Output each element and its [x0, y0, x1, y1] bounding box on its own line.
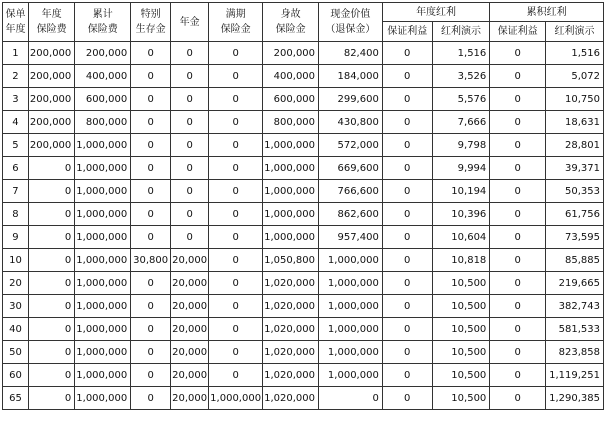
cell-annual-premium: 0	[28, 387, 74, 410]
cell-cumulative-guaranteed: 0	[490, 157, 546, 180]
header-annual-guaranteed: 保证利益	[382, 22, 432, 42]
cell-cumulative-guaranteed: 0	[490, 295, 546, 318]
cell-maturity-benefit: 0	[209, 134, 263, 157]
cell-cumulative-premium: 1,000,000	[75, 387, 131, 410]
cell-annual-premium: 200,000	[28, 42, 74, 65]
header-cumulative-dividend-demo: 红利演示	[545, 22, 603, 42]
cell-cumulative-premium: 1,000,000	[75, 203, 131, 226]
cell-annuity: 20,000	[171, 295, 209, 318]
cell-cumulative-premium: 1,000,000	[75, 157, 131, 180]
header-text: 保险金	[275, 24, 306, 35]
table-row	[3, 111, 604, 134]
cell-cumulative-guaranteed: 0	[490, 249, 546, 272]
cell-cumulative-dividend-demo: 382,743	[545, 295, 603, 318]
cell-annual-premium: 0	[28, 272, 74, 295]
cell-cash-value: 0	[319, 387, 383, 410]
cell-special-survival-benefit: 0	[131, 88, 171, 111]
cell-annual-guaranteed: 0	[382, 364, 432, 387]
policy-table-container	[2, 2, 604, 410]
cell-annual-guaranteed: 0	[382, 157, 432, 180]
cell-annual-dividend-demo: 10,604	[432, 226, 490, 249]
cell-cumulative-premium: 1,000,000	[75, 341, 131, 364]
cell-policy-year: 5	[3, 134, 29, 157]
cell-annual-dividend-demo: 10,818	[432, 249, 490, 272]
header-maturity-benefit	[209, 3, 263, 42]
cell-cash-value: 82,400	[319, 42, 383, 65]
cell-annuity: 0	[171, 180, 209, 203]
cell-cumulative-dividend-demo: 73,595	[545, 226, 603, 249]
cell-policy-year: 9	[3, 226, 29, 249]
cell-annual-guaranteed: 0	[382, 295, 432, 318]
cell-cumulative-dividend-demo: 39,371	[545, 157, 603, 180]
table-row	[3, 387, 604, 410]
cell-maturity-benefit: 0	[209, 226, 263, 249]
cell-policy-year: 2	[3, 65, 29, 88]
cell-policy-year: 8	[3, 203, 29, 226]
cell-annual-guaranteed: 0	[382, 180, 432, 203]
table-row	[3, 272, 604, 295]
header-text: 身故	[280, 9, 301, 20]
cell-cumulative-dividend-demo: 85,885	[545, 249, 603, 272]
header-text: 累计	[92, 9, 113, 20]
cell-annuity: 20,000	[171, 341, 209, 364]
table-row	[3, 249, 604, 272]
cell-cumulative-guaranteed: 0	[490, 226, 546, 249]
cell-special-survival-benefit: 0	[131, 341, 171, 364]
cell-death-benefit: 1,020,000	[263, 364, 319, 387]
cell-cumulative-guaranteed: 0	[490, 318, 546, 341]
cell-cumulative-dividend-demo: 1,290,385	[545, 387, 603, 410]
cell-cumulative-premium: 1,000,000	[75, 364, 131, 387]
cell-death-benefit: 400,000	[263, 65, 319, 88]
table-row	[3, 203, 604, 226]
cell-death-benefit: 1,050,800	[263, 249, 319, 272]
cell-cash-value: 1,000,000	[319, 249, 383, 272]
cell-annual-dividend-demo: 9,798	[432, 134, 490, 157]
cell-death-benefit: 1,020,000	[263, 318, 319, 341]
cell-annual-dividend-demo: 1,516	[432, 42, 490, 65]
cell-annual-guaranteed: 0	[382, 318, 432, 341]
header-annual-dividend: 年度红利	[382, 3, 489, 22]
cell-annual-premium: 200,000	[28, 111, 74, 134]
cell-annual-premium: 200,000	[28, 134, 74, 157]
cell-death-benefit: 1,020,000	[263, 387, 319, 410]
cell-cash-value: 299,600	[319, 88, 383, 111]
cell-annuity: 20,000	[171, 249, 209, 272]
cell-death-benefit: 800,000	[263, 111, 319, 134]
cell-maturity-benefit: 0	[209, 318, 263, 341]
cell-cash-value: 1,000,000	[319, 295, 383, 318]
cell-cash-value: 766,600	[319, 180, 383, 203]
cell-special-survival-benefit: 0	[131, 111, 171, 134]
cell-annual-guaranteed: 0	[382, 42, 432, 65]
cell-cumulative-dividend-demo: 61,756	[545, 203, 603, 226]
cell-annual-premium: 0	[28, 341, 74, 364]
header-text: 生存金	[135, 24, 166, 35]
header-text: 保险费	[87, 24, 118, 35]
cell-maturity-benefit: 0	[209, 42, 263, 65]
cell-annual-dividend-demo: 9,994	[432, 157, 490, 180]
cell-annual-dividend-demo: 7,666	[432, 111, 490, 134]
cell-annual-premium: 0	[28, 318, 74, 341]
cell-special-survival-benefit: 0	[131, 226, 171, 249]
cell-policy-year: 30	[3, 295, 29, 318]
cell-special-survival-benefit: 0	[131, 203, 171, 226]
cell-cumulative-premium: 1,000,000	[75, 249, 131, 272]
cell-annual-guaranteed: 0	[382, 65, 432, 88]
cell-annual-guaranteed: 0	[382, 134, 432, 157]
header-text: 满期	[225, 9, 246, 20]
cell-special-survival-benefit: 30,800	[131, 249, 171, 272]
cell-maturity-benefit: 0	[209, 111, 263, 134]
cell-annual-premium: 200,000	[28, 88, 74, 111]
cell-maturity-benefit: 0	[209, 249, 263, 272]
cell-cash-value: 430,800	[319, 111, 383, 134]
cell-cash-value: 957,400	[319, 226, 383, 249]
cell-cumulative-guaranteed: 0	[490, 341, 546, 364]
cell-cumulative-dividend-demo: 18,631	[545, 111, 603, 134]
cell-annual-dividend-demo: 10,500	[432, 387, 490, 410]
cell-special-survival-benefit: 0	[131, 272, 171, 295]
table-row	[3, 65, 604, 88]
table-row	[3, 157, 604, 180]
cell-death-benefit: 1,000,000	[263, 157, 319, 180]
cell-cash-value: 572,000	[319, 134, 383, 157]
cell-annual-dividend-demo: 10,500	[432, 318, 490, 341]
cell-cash-value: 669,600	[319, 157, 383, 180]
cell-cumulative-guaranteed: 0	[490, 65, 546, 88]
cell-annual-dividend-demo: 5,576	[432, 88, 490, 111]
cell-cumulative-premium: 600,000	[75, 88, 131, 111]
cell-death-benefit: 1,000,000	[263, 134, 319, 157]
header-annual-dividend-demo: 红利演示	[432, 22, 490, 42]
cell-maturity-benefit: 0	[209, 364, 263, 387]
table-row	[3, 42, 604, 65]
cell-cumulative-guaranteed: 0	[490, 387, 546, 410]
cell-policy-year: 1	[3, 42, 29, 65]
cell-cumulative-guaranteed: 0	[490, 180, 546, 203]
cell-maturity-benefit: 0	[209, 203, 263, 226]
cell-annual-premium: 200,000	[28, 65, 74, 88]
cell-cumulative-guaranteed: 0	[490, 272, 546, 295]
cell-maturity-benefit: 0	[209, 157, 263, 180]
cell-policy-year: 4	[3, 111, 29, 134]
cell-cumulative-dividend-demo: 50,353	[545, 180, 603, 203]
header-annual-premium	[28, 3, 74, 42]
cell-cumulative-dividend-demo: 1,119,251	[545, 364, 603, 387]
cell-maturity-benefit: 0	[209, 272, 263, 295]
cell-cumulative-guaranteed: 0	[490, 42, 546, 65]
cell-annual-dividend-demo: 10,500	[432, 295, 490, 318]
cell-special-survival-benefit: 0	[131, 364, 171, 387]
cell-cumulative-premium: 1,000,000	[75, 226, 131, 249]
cell-cumulative-dividend-demo: 28,801	[545, 134, 603, 157]
cell-cumulative-premium: 800,000	[75, 111, 131, 134]
cell-cumulative-premium: 1,000,000	[75, 180, 131, 203]
cell-annuity: 0	[171, 42, 209, 65]
header-text: 年金	[179, 16, 200, 28]
cell-annuity: 20,000	[171, 272, 209, 295]
cell-cash-value: 1,000,000	[319, 318, 383, 341]
cell-cash-value: 1,000,000	[319, 364, 383, 387]
cell-policy-year: 3	[3, 88, 29, 111]
header-text: 特别	[140, 9, 161, 20]
cell-special-survival-benefit: 0	[131, 180, 171, 203]
cell-cash-value: 1,000,000	[319, 272, 383, 295]
cell-annuity: 0	[171, 65, 209, 88]
cell-cumulative-dividend-demo: 1,516	[545, 42, 603, 65]
cell-death-benefit: 200,000	[263, 42, 319, 65]
cell-cash-value: 1,000,000	[319, 341, 383, 364]
cell-cumulative-guaranteed: 0	[490, 203, 546, 226]
cell-special-survival-benefit: 0	[131, 42, 171, 65]
header-text: 保险金	[220, 24, 251, 35]
cell-death-benefit: 1,020,000	[263, 272, 319, 295]
header-text: 保单	[5, 9, 26, 20]
table-row	[3, 88, 604, 111]
header-text: 年度	[41, 9, 62, 20]
cell-maturity-benefit: 0	[209, 341, 263, 364]
header-cumulative-premium	[75, 3, 131, 42]
cell-policy-year: 60	[3, 364, 29, 387]
cell-cumulative-dividend-demo: 823,858	[545, 341, 603, 364]
cell-cumulative-premium: 1,000,000	[75, 272, 131, 295]
cell-annual-dividend-demo: 10,194	[432, 180, 490, 203]
cell-maturity-benefit: 1,000,000	[209, 387, 263, 410]
table-header	[3, 3, 604, 42]
cell-cumulative-guaranteed: 0	[490, 134, 546, 157]
cell-maturity-benefit: 0	[209, 65, 263, 88]
header-annuity	[171, 3, 209, 42]
cell-cash-value: 184,000	[319, 65, 383, 88]
cell-annual-dividend-demo: 10,500	[432, 364, 490, 387]
cell-policy-year: 65	[3, 387, 29, 410]
cell-cumulative-guaranteed: 0	[490, 364, 546, 387]
cell-cumulative-guaranteed: 0	[490, 88, 546, 111]
cell-cumulative-premium: 1,000,000	[75, 318, 131, 341]
cell-annuity: 0	[171, 157, 209, 180]
cell-annual-dividend-demo: 10,396	[432, 203, 490, 226]
policy-benefit-table	[2, 2, 604, 410]
table-row	[3, 226, 604, 249]
cell-annual-guaranteed: 0	[382, 249, 432, 272]
cell-annuity: 20,000	[171, 387, 209, 410]
cell-cash-value: 862,600	[319, 203, 383, 226]
cell-cumulative-guaranteed: 0	[490, 111, 546, 134]
cell-annual-dividend-demo: 3,526	[432, 65, 490, 88]
cell-annual-premium: 0	[28, 249, 74, 272]
cell-annual-guaranteed: 0	[382, 341, 432, 364]
cell-cumulative-dividend-demo: 10,750	[545, 88, 603, 111]
cell-annual-guaranteed: 0	[382, 387, 432, 410]
cell-annuity: 0	[171, 134, 209, 157]
cell-annuity: 0	[171, 226, 209, 249]
cell-annuity: 0	[171, 88, 209, 111]
cell-special-survival-benefit: 0	[131, 295, 171, 318]
cell-annual-guaranteed: 0	[382, 88, 432, 111]
cell-cumulative-premium: 200,000	[75, 42, 131, 65]
cell-death-benefit: 1,000,000	[263, 226, 319, 249]
cell-annuity: 20,000	[171, 318, 209, 341]
header-cash-value	[319, 3, 383, 42]
header-death-benefit	[263, 3, 319, 42]
cell-special-survival-benefit: 0	[131, 134, 171, 157]
cell-cumulative-premium: 400,000	[75, 65, 131, 88]
cell-maturity-benefit: 0	[209, 88, 263, 111]
header-cumulative-dividend: 累积红利	[490, 3, 604, 22]
cell-annual-dividend-demo: 10,500	[432, 272, 490, 295]
cell-policy-year: 20	[3, 272, 29, 295]
header-text: 年度	[5, 24, 26, 35]
header-text: 保险费	[36, 24, 67, 35]
cell-death-benefit: 1,000,000	[263, 203, 319, 226]
cell-death-benefit: 1,000,000	[263, 180, 319, 203]
cell-annual-premium: 0	[28, 203, 74, 226]
cell-special-survival-benefit: 0	[131, 387, 171, 410]
cell-maturity-benefit: 0	[209, 180, 263, 203]
cell-policy-year: 40	[3, 318, 29, 341]
header-special-survival-benefit	[131, 3, 171, 42]
table-row	[3, 134, 604, 157]
cell-special-survival-benefit: 0	[131, 318, 171, 341]
table-row	[3, 364, 604, 387]
table-body	[3, 42, 604, 410]
table-row	[3, 180, 604, 203]
cell-annual-premium: 0	[28, 295, 74, 318]
cell-special-survival-benefit: 0	[131, 65, 171, 88]
header-text: （退保金）	[325, 24, 376, 35]
table-row	[3, 341, 604, 364]
cell-death-benefit: 1,020,000	[263, 295, 319, 318]
header-cumulative-guaranteed: 保证利益	[490, 22, 546, 42]
cell-maturity-benefit: 0	[209, 295, 263, 318]
cell-special-survival-benefit: 0	[131, 157, 171, 180]
cell-annual-dividend-demo: 10,500	[432, 341, 490, 364]
cell-annual-guaranteed: 0	[382, 272, 432, 295]
cell-death-benefit: 600,000	[263, 88, 319, 111]
cell-annual-guaranteed: 0	[382, 203, 432, 226]
cell-policy-year: 6	[3, 157, 29, 180]
table-row	[3, 318, 604, 341]
cell-annual-guaranteed: 0	[382, 226, 432, 249]
cell-cumulative-dividend-demo: 581,533	[545, 318, 603, 341]
cell-policy-year: 50	[3, 341, 29, 364]
cell-cumulative-premium: 1,000,000	[75, 134, 131, 157]
header-text: 现金价值	[330, 9, 371, 20]
cell-annual-guaranteed: 0	[382, 111, 432, 134]
cell-annual-premium: 0	[28, 157, 74, 180]
cell-policy-year: 10	[3, 249, 29, 272]
cell-annuity: 20,000	[171, 364, 209, 387]
table-row	[3, 295, 604, 318]
cell-annual-premium: 0	[28, 364, 74, 387]
cell-policy-year: 7	[3, 180, 29, 203]
cell-annuity: 0	[171, 111, 209, 134]
cell-annual-premium: 0	[28, 226, 74, 249]
cell-annuity: 0	[171, 203, 209, 226]
cell-death-benefit: 1,020,000	[263, 341, 319, 364]
header-policy-year	[3, 3, 29, 42]
cell-annual-premium: 0	[28, 180, 74, 203]
cell-cumulative-dividend-demo: 5,072	[545, 65, 603, 88]
cell-cumulative-premium: 1,000,000	[75, 295, 131, 318]
cell-cumulative-dividend-demo: 219,665	[545, 272, 603, 295]
